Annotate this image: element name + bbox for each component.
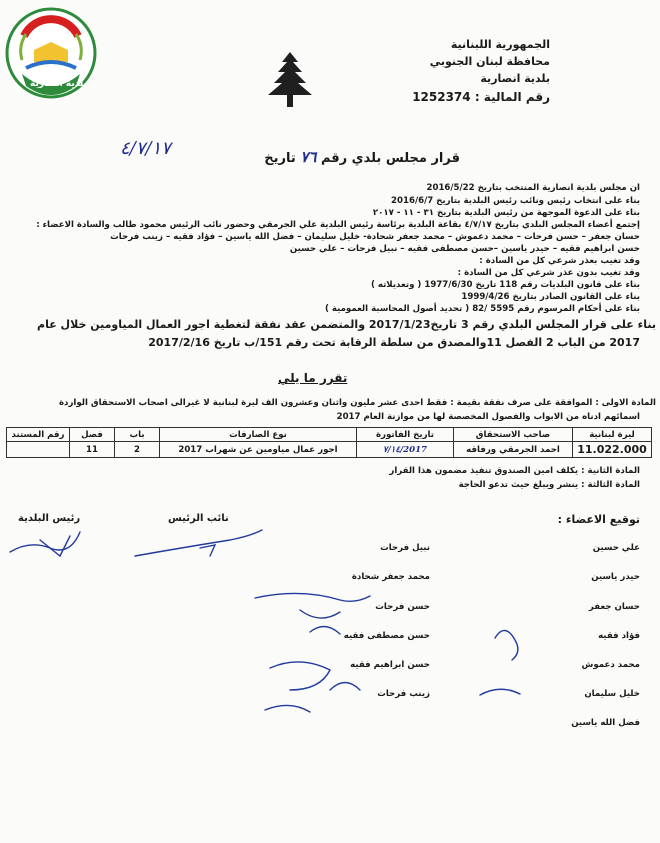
- decision-date-label: تاريخ: [264, 151, 296, 166]
- member-name: محمد جعفر شحادة: [351, 572, 430, 582]
- decision-date-handwritten: ٤/٧/١٧: [120, 138, 171, 159]
- decides-heading: تقرر ما يلي: [278, 371, 348, 385]
- deputy-label: نائب الرئيس: [168, 513, 229, 524]
- cell-expense-type: اجور عمال مياومين عن شهراب 2017: [160, 442, 357, 458]
- decision-title-label: قرار مجلس بلدي رقم: [320, 151, 460, 166]
- col-document-number: رقم المستند: [7, 428, 70, 442]
- preamble-line: إجتمع أعضاء المجلس البلدي بتاريخ ٤/٧/١٧ بقاعة البلدية برئاسة رئيس البلدية علي الجرمقي وحضور نائب الرئيس محمود طالب والسادة الاعضاء :: [36, 220, 640, 230]
- article2: المادة الثانية : يكلف امين الصندوق تنفيذ مضمون هذا القرار: [389, 466, 640, 476]
- col-chapter: فصل: [70, 428, 115, 442]
- preamble-line: ان مجلس بلدية انصارية المنتخب بتاريخ 2016/5/22: [426, 183, 640, 193]
- logo-caption: بلدية انصارية: [30, 79, 87, 89]
- preamble-line: حسن ابراهيم فقيه – حيدر ياسين –حسن مصطفى فقيه – نبيل فرحات – علي حسين: [289, 244, 640, 254]
- header-finance-number: رقم المالية : 1252374: [412, 90, 550, 104]
- col-invoice-date: تاريخ الفاتورة: [357, 428, 454, 442]
- member-name: حسان جعفر: [588, 602, 640, 612]
- col-section: باب: [115, 428, 160, 442]
- basis-line: بناء على قرار المجلس البلدي رقم 3 تاريخ2017/1/23 والمتضمن عقد نفقة لتغطية اجور العمال المياومين خلال عام: [37, 318, 656, 331]
- member-name: زينب فرحات: [377, 689, 430, 699]
- preamble-line: بناء على القانون الصادر بتاريخ 1999/4/26: [461, 292, 640, 302]
- col-amount: ليرة لبنانية: [573, 428, 652, 442]
- member-name: فؤاد فقيه: [598, 631, 640, 641]
- preamble-line: بناء على قانون البلديات رقم 118 تاريخ 1977/6/30 ( وتعديلاته ): [370, 280, 640, 290]
- header-municipality: بلدية انصارية: [480, 72, 550, 85]
- header-country: الجمهورية اللبنانية: [450, 38, 550, 51]
- decision-number: ٧٦: [300, 148, 317, 166]
- col-beneficiary: صاحب الاستحقاق: [454, 428, 573, 442]
- member-name: حسن فرحات: [375, 602, 430, 612]
- cell-section: 2: [115, 442, 160, 458]
- cell-chapter: 11: [70, 442, 115, 458]
- member-name: حسن ابراهيم فقيه: [350, 660, 430, 670]
- cell-amount: 11.022.000: [573, 442, 652, 458]
- article1-line: اسمائهم ادناه من الابواب والفصول المخصصة لها من موازنة العام 2017: [336, 412, 640, 422]
- cell-invoice-date: 2017/٧/١٤: [357, 442, 454, 458]
- member-name: حسن مصطفى فقيه: [343, 631, 430, 641]
- basis-line: 2017 من الباب 2 الفصل 11والمصدق من سلطة الرقابة تحت رقم 151/ب تاريخ 2017/2/16: [148, 336, 640, 349]
- preamble-line: بناء على انتخاب رئيس ونائب رئيس البلدية بتاريخ 2016/6/7: [391, 196, 640, 206]
- header-governorate: محافظة لبنان الجنوبي: [429, 55, 550, 68]
- preamble-line: وقد تغيب بعذر شرعي كل من السادة :: [479, 256, 640, 266]
- member-name: محمد دعموش: [581, 660, 640, 670]
- mayor-label: رئيس البلدية: [18, 513, 81, 524]
- member-name: علي حسين: [592, 543, 640, 553]
- preamble-line: وقد تغيب بدون عذر شرعي كل من السادة :: [457, 268, 640, 278]
- member-name: خليل سليمان: [584, 689, 640, 699]
- member-name: فضل الله ياسين: [571, 718, 640, 728]
- member-name: نبيل فرحات: [380, 543, 430, 553]
- article3: المادة الثالثة : ينشر ويبلغ حيث تدعو الحاجة: [458, 480, 640, 490]
- members-signature-title: توقيع الاعضاء :: [557, 513, 640, 526]
- preamble-line: بناء على الدعوة الموجهة من رئيس البلدية بتاريخ ٣١ - ١١ - ٢٠١٧: [372, 208, 640, 218]
- col-expense-type: نوع الصارفات: [160, 428, 357, 442]
- cell-beneficiary: احمد الجرمقي ورفاقه: [454, 442, 573, 458]
- article1-line: المادة الاولى : الموافقة على صرف نفقة بقيمة : فقط احدى عشر مليون واثنان وعشرون الف ليرة لبنانية لا غيرالى اصحاب الاستحقاق الواردة: [58, 398, 656, 408]
- member-name: حيدر ياسين: [591, 572, 640, 582]
- preamble-line: بناء على أحكام المرسوم رقم 5595 /82 ( تحديد أصول المحاسبة العمومية ): [324, 304, 640, 314]
- preamble-line: حسان جعفر – حسن فرحات – محمد دعموش – محمد جعفر شحادة- خليل سليمان – فضل الله ياسين – فؤاد فقيه – زينب فرحات: [110, 232, 640, 242]
